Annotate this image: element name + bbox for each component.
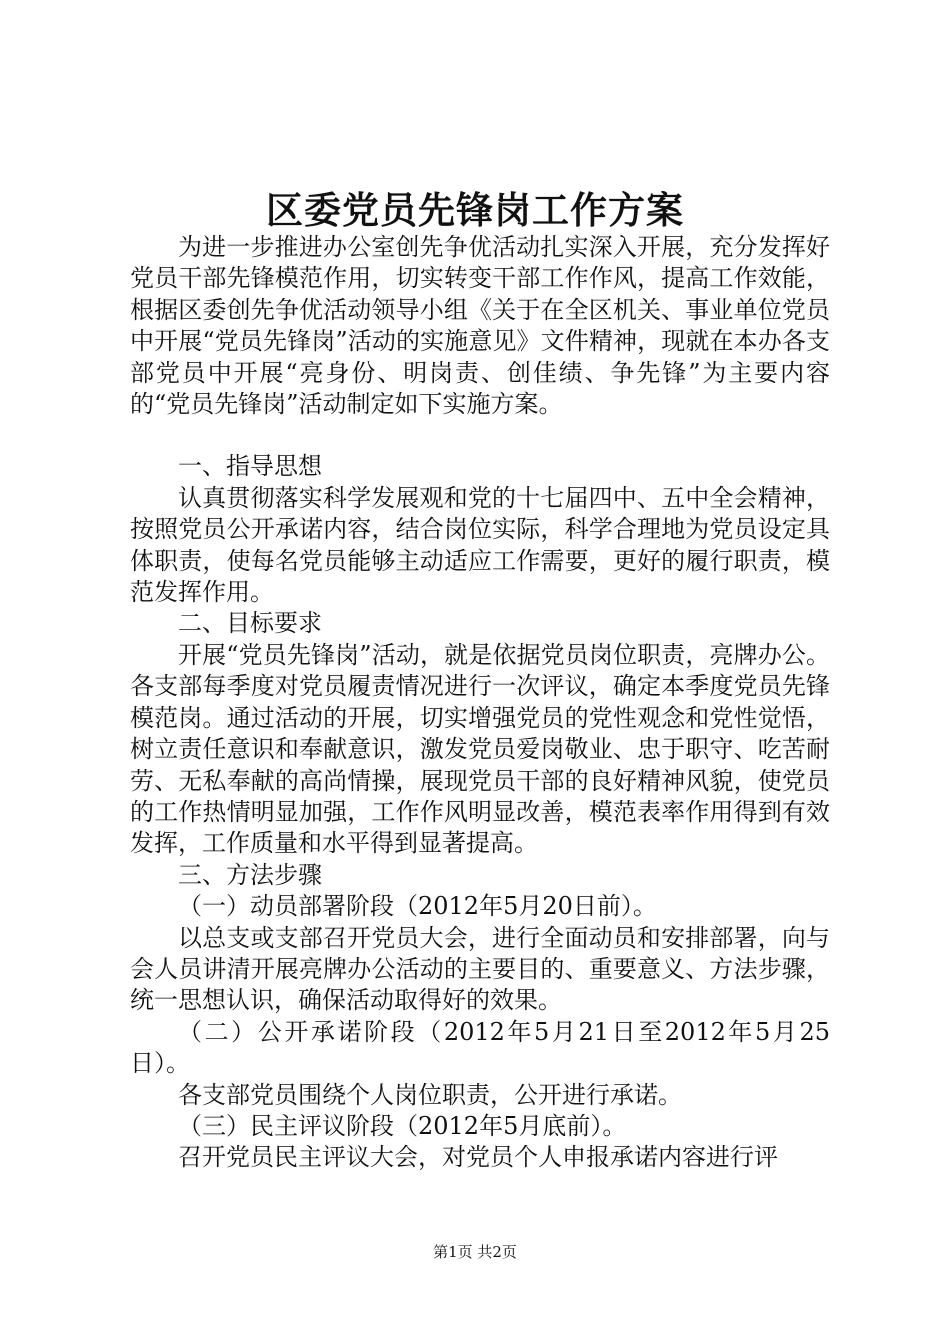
intro-paragraph: 为进一步推进办公室创先争优活动扎实深入开展，充分发挥好党员干部先锋模范作用，切实转变干部工作作风，提高工作效能，根据区委创先争优活动领导小组《关于在全区机关、事业单位党员中开展“党员先锋岗”活动的实施意见》文件精神，现就在本办各支部党员中开展“亮身份、明岗责、创佳绩、争先锋”为主要内容的“党员先锋岗”活动制定如下实施方案。 — [130, 233, 830, 419]
step-heading-public-commitment: （二）公开承诺阶段（2012年5月21日至2012年5月25日）。 — [130, 1017, 830, 1078]
section-body-guiding-ideology: 认真贯彻落实科学发展观和党的十七届四中、五中全会精神，按照党员公开承诺内容，结合岗位实际，科学合理地为党员设定具体职责，使每名党员能够主动适应工作需要，更好的履行职责，模范发挥作用。 — [130, 483, 830, 607]
step-heading-democratic-review: （三）民主评议阶段（2012年5月底前）。 — [178, 1111, 627, 1140]
step-heading-mobilization: （一）动员部署阶段（2012年5月20日前）。 — [178, 892, 657, 921]
section-body-goals: 开展“党员先锋岗”活动，就是依据党员岗位职责，亮牌办公。各支部每季度对党员履责情况进行一次评议，确定本季度党员先锋模范岗。通过活动的开展，切实增强党员的党性观念和党性觉悟，树立责任意识和奉献意识，激发党员爱岗敬业、忠于职守、吃苦耐劳、无私奉献的高尚情操，展现党员干部的良好精神风貌，使党员的工作热情明显加强，工作作风明显改善，模范表率作用得到有效发挥，工作质量和水平得到显著提高。 — [130, 640, 830, 858]
paragraph-gap — [130, 420, 830, 451]
step-body-mobilization: 以总支或支部召开党员大会，进行全面动员和安排部署，向与会人员讲清开展亮牌办公活动的主要目的、重要意义、方法步骤，统一思想认识，确保活动取得好的效果。 — [130, 923, 830, 1015]
section-heading-methods: 三、方法步骤 — [178, 860, 322, 889]
document-title: 区委党员先锋岗工作方案 — [266, 188, 684, 232]
step-body-democratic-review: 召开党员民主评议大会，对党员个人申报承诺内容进行评 — [178, 1143, 778, 1172]
document-body — [130, 232, 830, 1174]
section-heading-goals: 二、目标要求 — [178, 609, 322, 638]
step-body-public-commitment: 各支部党员围绕个人岗位职责，公开进行承诺。 — [178, 1080, 682, 1109]
page-footer: 第1页 共2页 — [433, 1243, 517, 1261]
section-heading-guiding-ideology: 一、指导思想 — [178, 452, 322, 481]
